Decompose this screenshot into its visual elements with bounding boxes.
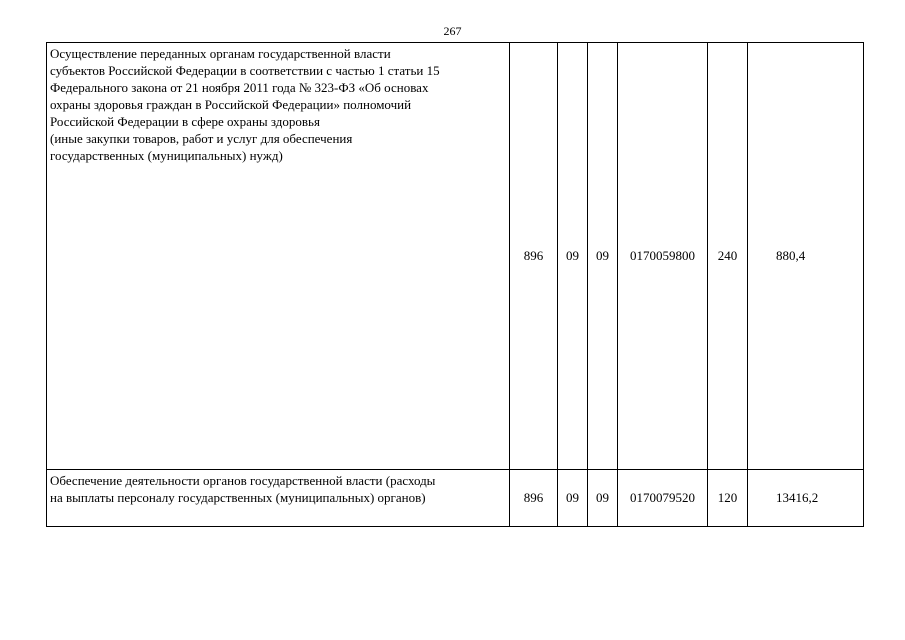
- subsection-code: 09: [588, 470, 618, 527]
- subsection-code: 09: [588, 43, 618, 470]
- amount-value: 880,4: [748, 43, 864, 470]
- expense-description: Обеспечение деятельности органов государственной власти (расходы на выплаты персоналу государственных (муниципальных) органов): [47, 470, 510, 527]
- section-code: 09: [558, 43, 588, 470]
- table-row: [47, 43, 864, 470]
- expense-description: Осуществление переданных органам государственной власти субъектов Российской Федерации в соответствии с частью 1 статьи 15 Федерального закона от 21 ноября 2011 года № 323-ФЗ «Об основах охраны здоровья граждан в Российской Федерации» полномочий Российской Федерации в сфере охраны здоровья (иные закупки товаров, работ и услуг для обеспечения государственных (муниципальных) нужд): [47, 43, 510, 470]
- amount-value: 13416,2: [748, 470, 864, 527]
- target-article-code: 0170059800: [618, 43, 708, 470]
- ministry-code: 896: [510, 470, 558, 527]
- ministry-code: 896: [510, 43, 558, 470]
- expense-type-code: 120: [708, 470, 748, 527]
- table-row: [47, 470, 864, 527]
- page-number: 267: [443, 24, 462, 38]
- target-article-code: 0170079520: [618, 470, 708, 527]
- section-code: 09: [558, 470, 588, 527]
- budget-table: [46, 42, 864, 527]
- expense-type-code: 240: [708, 43, 748, 470]
